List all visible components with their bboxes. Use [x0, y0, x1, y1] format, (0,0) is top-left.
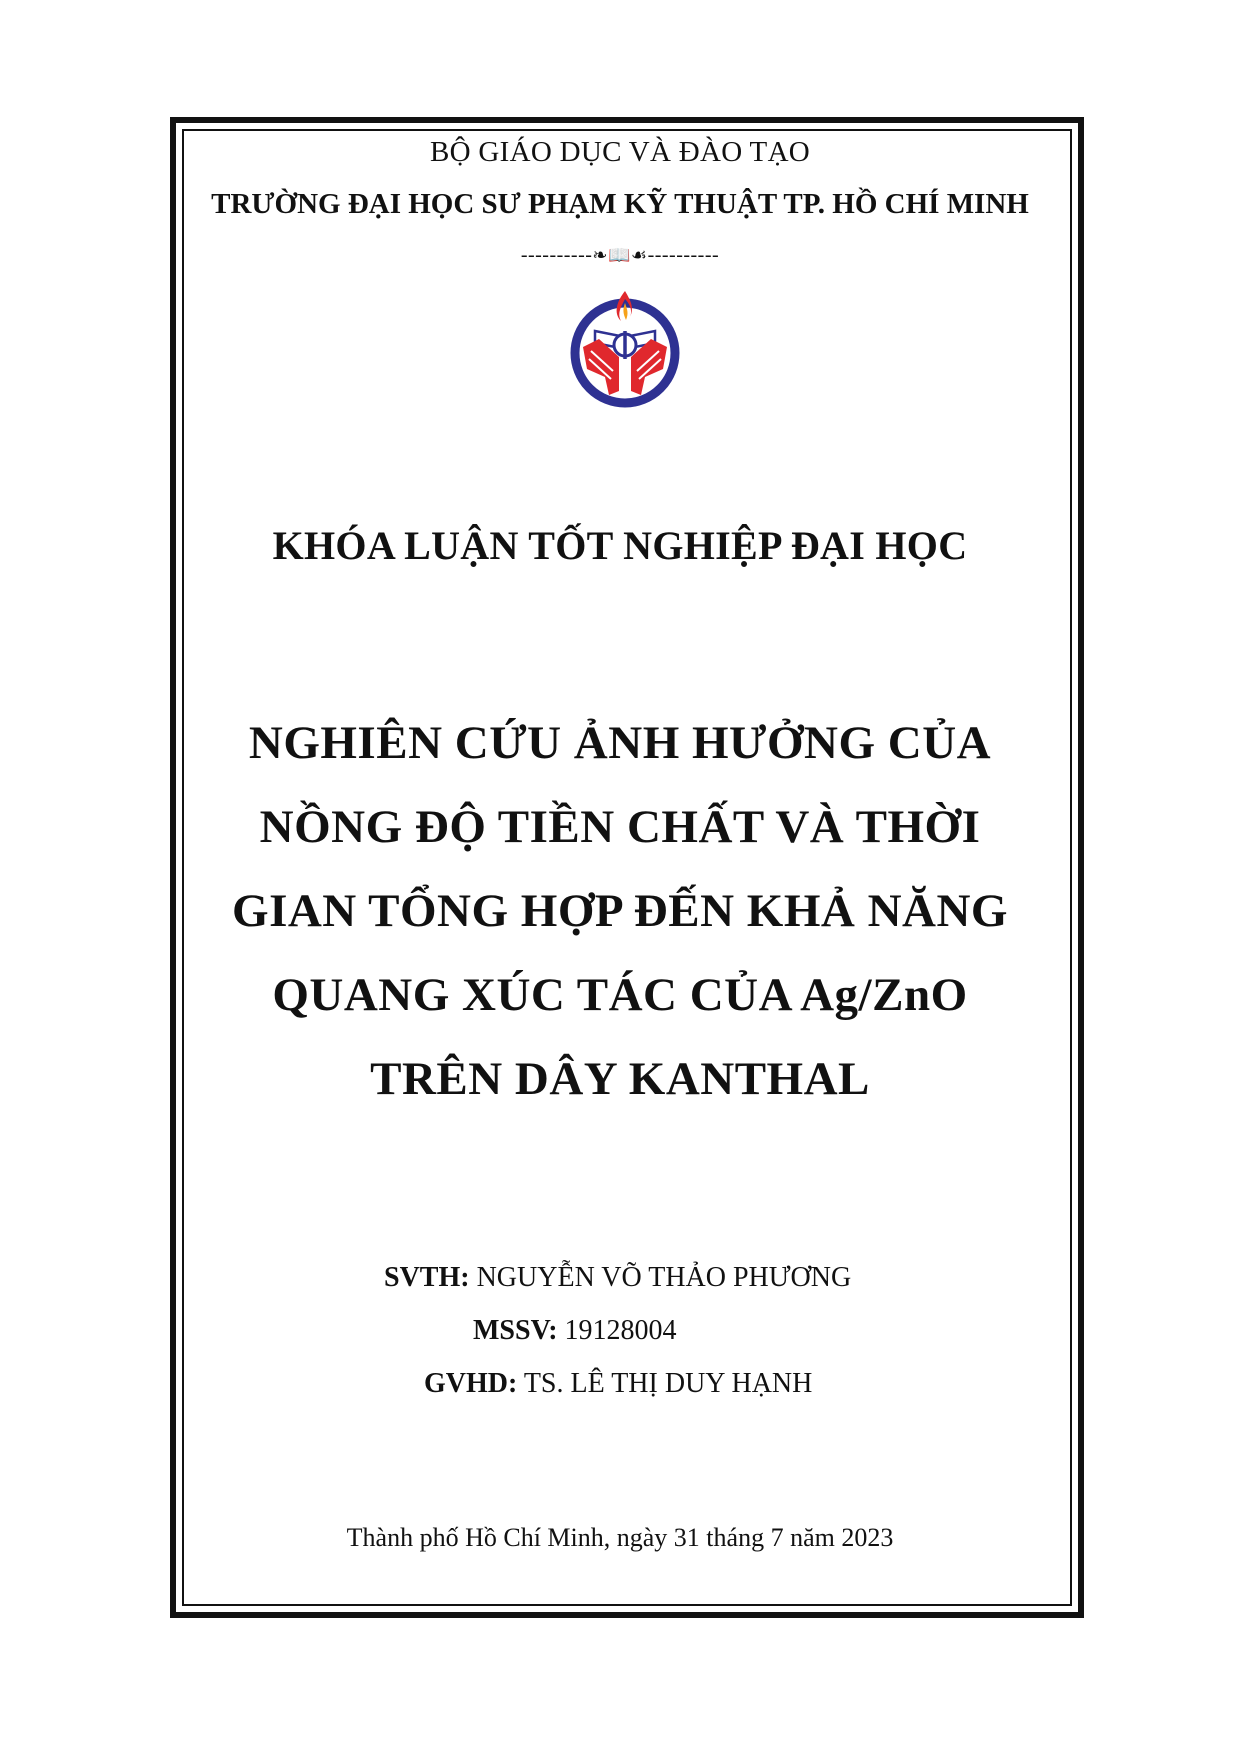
- university-emblem-logo: [569, 287, 681, 409]
- divider-dashes-right: ----------: [647, 244, 720, 266]
- student-info: [384, 1262, 851, 1294]
- ministry-name: BỘ GIÁO DỤC VÀ ĐÀO TẠO: [429, 136, 811, 168]
- thesis-type-heading: KHÓA LUẬN TỐT NGHIỆP ĐẠI HỌC: [272, 523, 968, 568]
- student-label: SVTH:: [384, 1262, 470, 1293]
- thesis-title-line-2: NỒNG ĐỘ TIỀN CHẤT VÀ THỜI: [259, 801, 981, 853]
- student-id-label: MSSV:: [473, 1315, 558, 1346]
- ornamental-divider: [0, 244, 1240, 267]
- student-name: NGUYỄN VÕ THẢO PHƯƠNG: [476, 1262, 852, 1293]
- divider-dashes-left: ----------: [520, 244, 593, 266]
- advisor-label: GVHD:: [424, 1368, 518, 1399]
- advisor-name: TS. LÊ THỊ DUY HẠNH: [523, 1368, 813, 1399]
- student-id-value: 19128004: [564, 1315, 677, 1346]
- book-ornament-icon: ❧📖☙: [592, 245, 648, 266]
- thesis-title-line-4: QUANG XÚC TÁC CỦA Ag/ZnO: [272, 969, 968, 1021]
- advisor-info: [424, 1368, 812, 1400]
- thesis-title-line-3: GIAN TỔNG HỢP ĐẾN KHẢ NĂNG: [232, 885, 1008, 937]
- university-name: TRƯỜNG ĐẠI HỌC SƯ PHẠM KỸ THUẬT TP. HỒ CHÍ MINH: [211, 188, 1029, 220]
- student-id-info: [473, 1315, 677, 1347]
- place-and-date: Thành phố Hồ Chí Minh, ngày 31 tháng 7 năm 2023: [346, 1523, 894, 1552]
- thesis-title-line-5: TRÊN DÂY KANTHAL: [370, 1053, 870, 1105]
- thesis-title-line-1: NGHIÊN CỨU ẢNH HƯỞNG CỦA: [248, 717, 992, 769]
